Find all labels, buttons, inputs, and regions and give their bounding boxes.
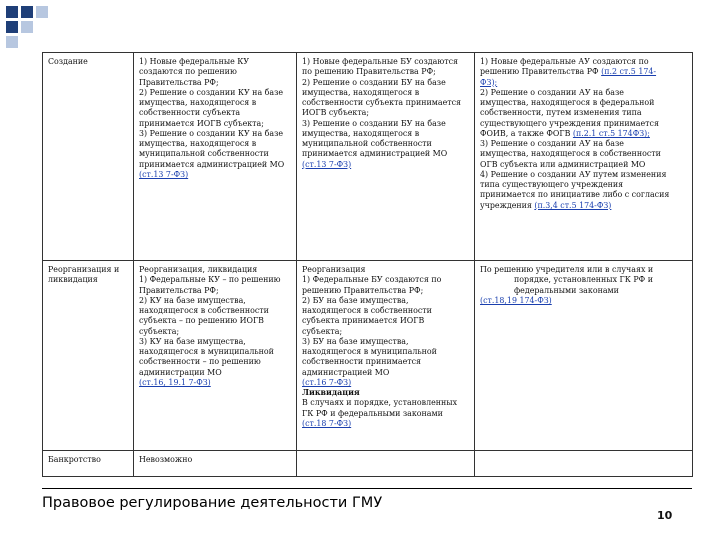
cell-text-line: Правительства РФ; xyxy=(139,77,219,87)
cell-text-line: 4) Решение о создании АУ путем изменения xyxy=(480,169,667,179)
cell-text-line: по решению Правительства РФ; xyxy=(302,67,436,77)
cell-text-line: собственности принимается xyxy=(302,357,421,367)
cell-text-line: В случаях и порядке, установленных xyxy=(302,398,458,408)
cell-au xyxy=(475,53,693,261)
cell-text-line: ОГВ субъекта или администрацией МО xyxy=(480,159,646,169)
cell-text-line: создаются по решению xyxy=(139,67,237,77)
cell-text-line: ИОГВ субъекта; xyxy=(302,108,370,118)
cell-text-line: принимается администрацией МО xyxy=(302,149,448,159)
comparison-table xyxy=(42,52,693,477)
cell-text-line: субъекта; xyxy=(302,326,343,336)
cell-text-line: Реорганизация, ликвидация xyxy=(139,265,258,274)
law-reference-link[interactable]: (п.2 ст.5 174- xyxy=(601,67,657,77)
cell-text-line: принимается ИОГВ субъекта; xyxy=(139,118,264,128)
row-label-cell xyxy=(43,451,134,477)
cell-text-line: находящегося в собственности xyxy=(139,306,269,316)
cell-text-line: находящегося в муниципальной xyxy=(139,347,274,357)
cell-text-line: Правительства РФ; xyxy=(139,285,219,295)
law-reference-link[interactable]: (ст.18 7-ФЗ) xyxy=(302,418,352,428)
cell-text-line: 3) Решение о создании КУ на базе xyxy=(139,128,284,138)
slide-title: Правовое регулирование деятельности ГМУ xyxy=(42,495,383,511)
cell-text-line: администрации МО xyxy=(139,367,222,377)
cell-ku xyxy=(134,53,297,261)
cell-text-line: учреждения (п.3,4 ст.5 174-ФЗ) xyxy=(480,200,612,210)
cell-text-line: 1) Новые федеральные АУ создаются по xyxy=(480,57,649,66)
cell-text-line: 2) БУ на базе имущества, xyxy=(302,295,409,305)
cell-text-line: имущества, находящегося в xyxy=(302,128,420,138)
cell-text-line: администрацией МО xyxy=(302,367,390,377)
cell-text-line: находящегося в собственности xyxy=(302,306,432,316)
cell-text-line: ГК РФ и федеральными законами xyxy=(302,408,443,418)
cell-text-line: 3) КУ на базе имущества, xyxy=(139,336,246,346)
cell-text-line: 2) Решение о создании АУ на базе xyxy=(480,87,624,97)
row-label-cell xyxy=(43,261,134,451)
footer-divider xyxy=(42,488,692,489)
law-reference-link[interactable]: (ст.13 7-ФЗ) xyxy=(302,159,352,169)
corner-decoration-square xyxy=(21,21,33,33)
cell-text-line: решению Правительства РФ; xyxy=(302,285,424,295)
cell-bu xyxy=(297,53,475,261)
cell-text-line: субъекта – по решению ИОГВ xyxy=(139,316,264,326)
cell-text-line: существующего учреждения принимается xyxy=(480,118,659,128)
corner-decoration-square xyxy=(6,36,18,48)
cell-text-line: находящегося в муниципальной xyxy=(302,347,437,357)
row-label: Банкротство xyxy=(48,455,101,464)
cell-text-line: субъекта принимается ИОГВ xyxy=(302,316,425,326)
table-row xyxy=(43,53,693,261)
cell-text-line: субъекта; xyxy=(139,326,180,336)
cell-text-line: 2) Решение о создании БУ на базе xyxy=(302,77,446,87)
cell-text-line: собственности, путем изменения типа xyxy=(480,108,642,118)
law-reference-link[interactable]: (ст.16 7-ФЗ) xyxy=(302,377,352,387)
cell-text-line: собственности субъекта принимается xyxy=(302,98,462,108)
cell-text-line: типа существующего учреждения xyxy=(480,180,624,190)
law-reference-link[interactable]: (п.2.1 ст.5 174ФЗ); xyxy=(572,128,650,138)
cell-au xyxy=(475,451,693,477)
cell-text-line: 1) Новые федеральные КУ xyxy=(139,57,250,66)
cell-text-line: имущества, находящегося в xyxy=(302,87,420,97)
cell-text-line: Невозможно xyxy=(139,455,193,464)
row-label-cell xyxy=(43,53,134,261)
corner-decoration-square xyxy=(6,6,18,18)
cell-au xyxy=(475,261,693,451)
cell-text-line: имущества, находящегося в собственности xyxy=(480,149,661,159)
cell-ku xyxy=(134,261,297,451)
cell-text-line: муниципальной собственности xyxy=(302,139,432,149)
cell-text-line: 2) КУ на базе имущества, xyxy=(139,295,246,305)
law-reference-link[interactable]: (ст.18,19 174-ФЗ) xyxy=(480,295,552,305)
cell-text-line: 1) Федеральные БУ создаются по xyxy=(302,275,442,285)
cell-text-line: собственности субъекта xyxy=(139,108,241,118)
cell-text-line: федеральными законами xyxy=(514,285,619,295)
row-label: Реорганизация и ликвидация xyxy=(48,265,120,285)
corner-decoration-square xyxy=(21,6,33,18)
cell-text-line: порядке, установленных ГК РФ и xyxy=(514,275,654,285)
cell-text-line: 1) Федеральные КУ – по решению xyxy=(139,275,281,285)
cell-text-line: собственности – по решению xyxy=(139,357,261,367)
cell-text-line: имущества, находящегося в федеральной xyxy=(480,98,655,108)
cell-text-line: решению Правительства РФ (п.2 ст.5 174- xyxy=(480,67,657,77)
cell-text-line: 3) БУ на базе имущества, xyxy=(302,336,409,346)
law-reference-link[interactable]: (ст.13 7-ФЗ) xyxy=(139,169,189,179)
cell-text-line: Реорганизация xyxy=(302,265,366,274)
cell-text-line: 3) Решение о создании БУ на базе xyxy=(302,118,446,128)
cell-text-line: имущества, находящегося в xyxy=(139,98,257,108)
cell-text-line: имущества, находящегося в xyxy=(139,139,257,149)
cell-ku xyxy=(134,451,297,477)
cell-text-line: 3) Решение о создании АУ на базе xyxy=(480,139,624,149)
cell-text-line: 1) Новые федеральные БУ создаются xyxy=(302,57,458,66)
cell-text-line: По решению учредителя или в случаях и xyxy=(480,265,654,274)
cell-bu xyxy=(297,261,475,451)
page-number: 10 xyxy=(657,509,673,522)
table-row xyxy=(43,451,693,477)
cell-bu xyxy=(297,451,475,477)
law-reference-link[interactable]: (ст.16, 19.1 7-ФЗ) xyxy=(139,377,211,387)
law-reference-link[interactable]: ФЗ); xyxy=(480,77,498,87)
corner-decoration-square xyxy=(36,6,48,18)
cell-text-line: принимается администрацией МО xyxy=(139,159,285,169)
cell-text-line: 2) Решение о создании КУ на базе xyxy=(139,87,284,97)
cell-text-line: ФОИВ, а также ФОГВ (п.2.1 ст.5 174ФЗ); xyxy=(480,128,650,138)
corner-decoration-square xyxy=(6,21,18,33)
table-row xyxy=(43,261,693,451)
cell-text-line: принимается по инициативе либо с согласия xyxy=(480,190,670,200)
row-label: Создание xyxy=(48,57,88,66)
cell-text-line: Ликвидация xyxy=(302,388,360,398)
law-reference-link[interactable]: (п.3,4 ст.5 174-ФЗ) xyxy=(534,200,612,210)
cell-text-line: муниципальной собственности xyxy=(139,149,269,159)
